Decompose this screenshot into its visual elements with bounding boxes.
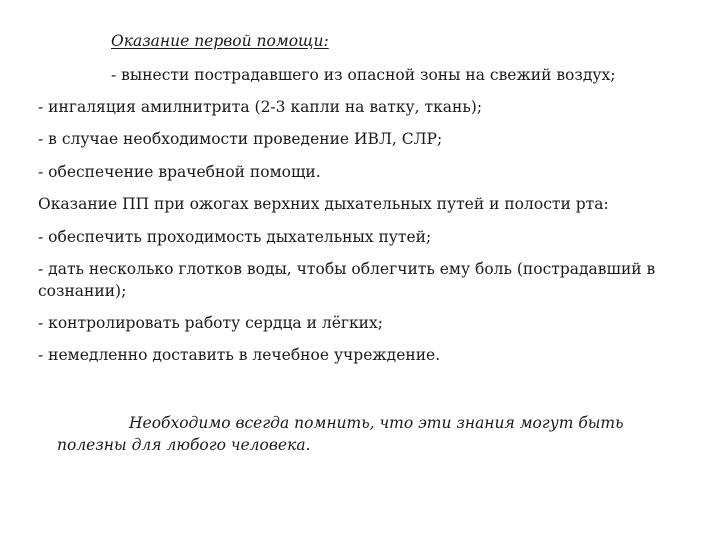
list-item: - обеспечение врачебной помощи. xyxy=(38,163,321,181)
section-subheading: Оказание ПП при ожогах верхних дыхательных путей и полости рта: xyxy=(38,195,609,213)
list-item: - ингаляция амилнитрита (2-3 капли на ватку, ткань); xyxy=(38,98,483,116)
list-item: - обеспечить проходимость дыхательных путей; xyxy=(38,228,432,246)
list-item: - в случае необходимости проведение ИВЛ, СЛР; xyxy=(38,130,443,148)
list-item: - вынести пострадавшего из опасной зоны на свежий воздух; xyxy=(111,66,616,84)
list-item: - дать несколько глотков воды, чтобы облегчить ему боль (пострадавший в сознании); xyxy=(38,260,656,300)
section-heading: Оказание первой помощи: xyxy=(111,32,329,50)
closing-note-line-1: Необходимо всегда помнить, что эти знания могут быть xyxy=(129,414,624,432)
list-item: - немедленно доставить в лечебное учреждение. xyxy=(38,346,441,364)
list-item: - контролировать работу сердца и лёгких; xyxy=(38,314,383,332)
closing-note-line-2: полезны для любого человека. xyxy=(57,436,311,454)
